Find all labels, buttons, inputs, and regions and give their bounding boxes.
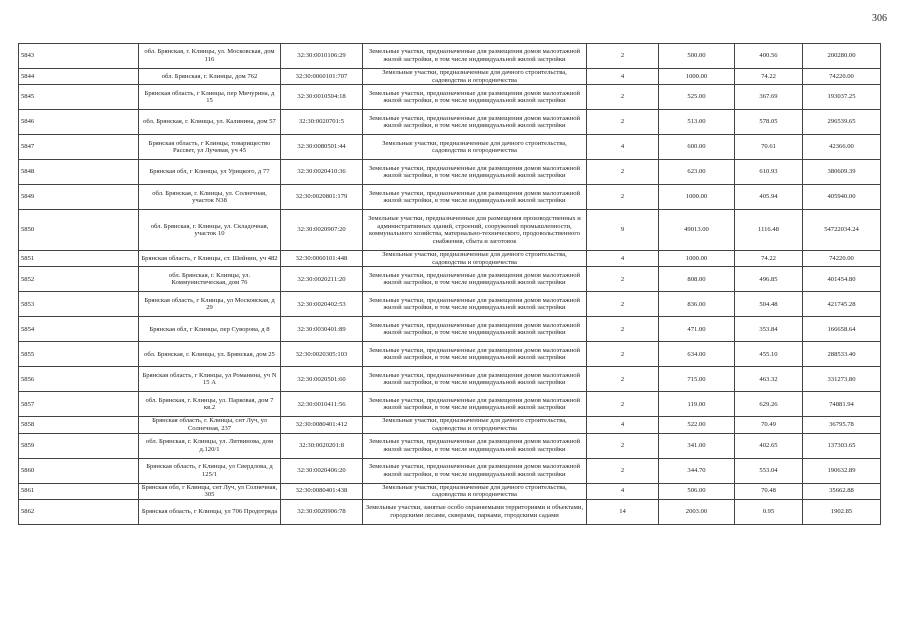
table-row — [19, 110, 881, 135]
table-row — [19, 251, 881, 267]
row-category: 2 — [587, 317, 659, 342]
row-land-use: Земельные участки, предназначенные для размещения домов малоэтажной жилой застройки, в том числе индивидуальной жилой застройки — [363, 267, 587, 292]
row-cadastral-value: 405940.00 — [803, 185, 881, 210]
row-address: Брянская обл, г Клинцы, снт Луч, ул Солнечная, 305 — [139, 483, 281, 499]
page-number: 306 — [872, 13, 887, 24]
row-cadastral-number: 32:30:0020410:36 — [281, 160, 363, 185]
row-cadastral-number: 32:30:0020501:60 — [281, 367, 363, 392]
row-area: 513.00 — [659, 110, 735, 135]
row-cadastral-number: 32:30:0010504:18 — [281, 85, 363, 110]
row-number: 5853 — [19, 292, 139, 317]
row-number: 5861 — [19, 483, 139, 499]
row-category: 4 — [587, 483, 659, 499]
row-cadastral-number: 32:30:0020402:53 — [281, 292, 363, 317]
row-cadastral-number: 32:30:0080401:412 — [281, 417, 363, 433]
row-address: обл. Брянская, г. Клинцы, ул. Солнечная, участок N38 — [139, 185, 281, 210]
table-row — [19, 267, 881, 292]
row-address: обл. Брянская, г. Клинцы, ул. Литвинова, дом д.120/1 — [139, 433, 281, 458]
row-number: 5854 — [19, 317, 139, 342]
row-cadastral-number: 32:30:0020907:20 — [281, 210, 363, 251]
row-cadastral-number: 32:30:0020701:5 — [281, 110, 363, 135]
row-cadastral-value: 137303.65 — [803, 433, 881, 458]
row-category: 2 — [587, 342, 659, 367]
row-number: 5848 — [19, 160, 139, 185]
row-address: Брянская область, г Клинцы, ул Свердлова, д 125/1 — [139, 458, 281, 483]
row-unit-price: 0.95 — [735, 499, 803, 524]
row-area: 1000.00 — [659, 185, 735, 210]
row-land-use: Земельные участки, предназначенные для дачного строительства, садоводства и огородничества — [363, 135, 587, 160]
table-row — [19, 135, 881, 160]
row-land-use: Земельные участки, предназначенные для дачного строительства, садоводства и огородничества — [363, 483, 587, 499]
row-number: 5851 — [19, 251, 139, 267]
row-address: Брянская обл, г Клинцы, пер Суворова, д 8 — [139, 317, 281, 342]
row-address: Брянская область, г Клинцы, ул Романина, уч N 15 А — [139, 367, 281, 392]
row-cadastral-number: 32:30:0060101:448 — [281, 251, 363, 267]
table-row — [19, 69, 881, 85]
row-area: 525.00 — [659, 85, 735, 110]
row-land-use: Земельные участки, предназначенные для дачного строительства, садоводства и огородничества — [363, 417, 587, 433]
row-category: 2 — [587, 160, 659, 185]
row-cadastral-number: 32:30:0020211:20 — [281, 267, 363, 292]
row-cadastral-number: 32:30:0010106:29 — [281, 44, 363, 69]
row-unit-price: 463.32 — [735, 367, 803, 392]
row-cadastral-value: 36795.78 — [803, 417, 881, 433]
row-area: 500.00 — [659, 44, 735, 69]
row-area: 49013.00 — [659, 210, 735, 251]
row-area: 1000.00 — [659, 251, 735, 267]
row-category: 2 — [587, 367, 659, 392]
row-category: 4 — [587, 135, 659, 160]
table-row — [19, 499, 881, 524]
row-unit-price: 553.04 — [735, 458, 803, 483]
row-number: 5858 — [19, 417, 139, 433]
row-address: обл. Брянская, г. Клинцы, ул. Складочная, участок 10 — [139, 210, 281, 251]
row-address: обл. Брянская, г. Клинцы, ул. Брянская, дом 25 — [139, 342, 281, 367]
table-row — [19, 44, 881, 69]
row-cadastral-number: 32:30:0020801:179 — [281, 185, 363, 210]
row-land-use: Земельные участки, занятые особо охраняемыми территориями и объектами, городскими лесами, скверами, парками, городскими садами — [363, 499, 587, 524]
row-address: Брянская область, г Клинцы, ул 706 Продотряда — [139, 499, 281, 524]
row-land-use: Земельные участки, предназначенные для размещения домов малоэтажной жилой застройки, в том числе индивидуальной жилой застройки — [363, 342, 587, 367]
row-category: 2 — [587, 392, 659, 417]
row-area: 1000.00 — [659, 69, 735, 85]
table-row — [19, 317, 881, 342]
row-cadastral-value: 54722034.24 — [803, 210, 881, 251]
table-row — [19, 433, 881, 458]
row-cadastral-value: 42366.00 — [803, 135, 881, 160]
row-category: 9 — [587, 210, 659, 251]
row-unit-price: 455.10 — [735, 342, 803, 367]
row-category: 4 — [587, 417, 659, 433]
row-land-use: Земельные участки, предназначенные для дачного строительства, садоводства и огородничества — [363, 69, 587, 85]
row-cadastral-value: 331273.80 — [803, 367, 881, 392]
row-unit-price: 70.49 — [735, 417, 803, 433]
row-category: 14 — [587, 499, 659, 524]
row-address: обл. Брянская, г. Клинцы, ул. Московская, дом 116 — [139, 44, 281, 69]
row-number: 5844 — [19, 69, 139, 85]
row-land-use: Земельные участки, предназначенные для размещения домов малоэтажной жилой застройки, в том числе индивидуальной жилой застройки — [363, 110, 587, 135]
row-area: 634.00 — [659, 342, 735, 367]
row-number: 5856 — [19, 367, 139, 392]
row-unit-price: 629.26 — [735, 392, 803, 417]
row-unit-price: 400.56 — [735, 44, 803, 69]
row-category: 2 — [587, 292, 659, 317]
row-land-use: Земельные участки, предназначенные для размещения домов малоэтажной жилой застройки, в том числе индивидуальной жилой застройки — [363, 85, 587, 110]
row-number: 5852 — [19, 267, 139, 292]
row-cadastral-number: 32:30:0020305:103 — [281, 342, 363, 367]
row-unit-price: 367.69 — [735, 85, 803, 110]
row-address: Брянская обл, г Клинцы, ул Урицкого, д 77 — [139, 160, 281, 185]
row-cadastral-value: 421745.28 — [803, 292, 881, 317]
row-cadastral-number: 32:30:0080501:44 — [281, 135, 363, 160]
row-number: 5857 — [19, 392, 139, 417]
row-unit-price: 1116.48 — [735, 210, 803, 251]
row-address: Брянская область, г Клинцы, ст. Шейнин, уч 482 — [139, 251, 281, 267]
row-land-use: Земельные участки, предназначенные для размещения домов малоэтажной жилой застройки, в том числе индивидуальной жилой застройки — [363, 317, 587, 342]
table-row — [19, 367, 881, 392]
table-row — [19, 160, 881, 185]
row-cadastral-value: 200280.00 — [803, 44, 881, 69]
row-number: 5862 — [19, 499, 139, 524]
row-address: Брянская область, г. Клинцы, снт Луч, ул Солнечная, 237 — [139, 417, 281, 433]
row-area: 344.70 — [659, 458, 735, 483]
row-area: 341.00 — [659, 433, 735, 458]
row-land-use: Земельные участки, предназначенные для размещения домов малоэтажной жилой застройки, в том числе индивидуальной жилой застройки — [363, 160, 587, 185]
row-land-use: Земельные участки, предназначенные для размещения домов малоэтажной жилой застройки, в том числе индивидуальной жилой застройки — [363, 367, 587, 392]
row-cadastral-value: 74881.94 — [803, 392, 881, 417]
row-number: 5846 — [19, 110, 139, 135]
row-unit-price: 74.22 — [735, 69, 803, 85]
row-cadastral-number: 32:30:0020906:78 — [281, 499, 363, 524]
row-land-use: Земельные участки, предназначенные для размещения домов малоэтажной жилой застройки, в том числе индивидуальной жилой застройки — [363, 458, 587, 483]
row-cadastral-value: 288533.40 — [803, 342, 881, 367]
row-land-use: Земельные участки, предназначенные для размещения домов малоэтажной жилой застройки, в том числе индивидуальной жилой застройки — [363, 185, 587, 210]
row-cadastral-number: 32:30:0060101:707 — [281, 69, 363, 85]
row-cadastral-value: 296539.65 — [803, 110, 881, 135]
row-address: Брянская область, г Клинцы, ул Московская, д 29 — [139, 292, 281, 317]
row-category: 2 — [587, 85, 659, 110]
row-cadastral-value: 35662.88 — [803, 483, 881, 499]
table-row — [19, 458, 881, 483]
row-unit-price: 70.61 — [735, 135, 803, 160]
table-row — [19, 342, 881, 367]
row-land-use: Земельные участки, предназначенные для размещения домов малоэтажной жилой застройки, в том числе индивидуальной жилой застройки — [363, 392, 587, 417]
row-cadastral-value: 193037.25 — [803, 85, 881, 110]
row-category: 2 — [587, 110, 659, 135]
row-unit-price: 578.05 — [735, 110, 803, 135]
row-area: 808.00 — [659, 267, 735, 292]
row-land-use: Земельные участки, предназначенные для размещения домов малоэтажной жилой застройки, в том числе индивидуальной жилой застройки — [363, 292, 587, 317]
row-unit-price: 610.93 — [735, 160, 803, 185]
row-area: 623.00 — [659, 160, 735, 185]
row-area: 836.00 — [659, 292, 735, 317]
row-unit-price: 70.48 — [735, 483, 803, 499]
row-unit-price: 402.65 — [735, 433, 803, 458]
row-area: 522.00 — [659, 417, 735, 433]
row-cadastral-value: 190632.89 — [803, 458, 881, 483]
row-area: 715.00 — [659, 367, 735, 392]
table-row — [19, 85, 881, 110]
row-category: 4 — [587, 69, 659, 85]
table-row — [19, 483, 881, 499]
row-address: Брянская область, г Клинцы, товарищество Рассвет, ул Лучевая, уч 45 — [139, 135, 281, 160]
table-row — [19, 292, 881, 317]
row-unit-price: 405.94 — [735, 185, 803, 210]
row-unit-price: 74.22 — [735, 251, 803, 267]
row-cadastral-number: 32:30:0020201:8 — [281, 433, 363, 458]
row-unit-price: 353.84 — [735, 317, 803, 342]
cadastral-value-table — [18, 43, 881, 525]
row-cadastral-number: 32:30:0030401:89 — [281, 317, 363, 342]
table-row — [19, 210, 881, 251]
row-cadastral-value: 74220.00 — [803, 69, 881, 85]
row-cadastral-number: 32:30:0010411:56 — [281, 392, 363, 417]
table-row — [19, 417, 881, 433]
table-row — [19, 392, 881, 417]
row-cadastral-value: 74220.00 — [803, 251, 881, 267]
row-address: обл. Брянская, г. Клинцы, ул. Парковая, дом 7 кв.2 — [139, 392, 281, 417]
row-number: 5855 — [19, 342, 139, 367]
row-area: 471.00 — [659, 317, 735, 342]
row-cadastral-value: 1902.85 — [803, 499, 881, 524]
row-address: обл. Брянская, г. Клинцы, ул. Коммунистическая, дом 76 — [139, 267, 281, 292]
row-area: 2003.00 — [659, 499, 735, 524]
row-land-use: Земельные участки, предназначенные для размещения домов малоэтажной жилой застройки, в том числе индивидуальной жилой застройки — [363, 433, 587, 458]
row-area: 600.00 — [659, 135, 735, 160]
row-number: 5859 — [19, 433, 139, 458]
row-number: 5860 — [19, 458, 139, 483]
row-category: 2 — [587, 185, 659, 210]
row-cadastral-number: 32:30:0020406:20 — [281, 458, 363, 483]
row-cadastral-value: 401454.80 — [803, 267, 881, 292]
row-area: 119.00 — [659, 392, 735, 417]
row-category: 2 — [587, 458, 659, 483]
row-category: 2 — [587, 267, 659, 292]
row-cadastral-value: 380609.39 — [803, 160, 881, 185]
row-cadastral-number: 32:30:0080401:438 — [281, 483, 363, 499]
row-category: 4 — [587, 251, 659, 267]
row-area: 506.00 — [659, 483, 735, 499]
row-address: обл. Брянская, г. Клинцы, дом 762 — [139, 69, 281, 85]
row-number: 5847 — [19, 135, 139, 160]
row-number: 5849 — [19, 185, 139, 210]
row-land-use: Земельные участки, предназначенные для дачного строительства, садоводства и огородничества — [363, 251, 587, 267]
row-land-use: Земельные участки, предназначенные для размещения домов малоэтажной жилой застройки, в том числе индивидуальной жилой застройки — [363, 44, 587, 69]
row-category: 2 — [587, 433, 659, 458]
row-address: Брянская область, г Клинцы, пер Мичурина, д 15 — [139, 85, 281, 110]
row-category: 2 — [587, 44, 659, 69]
row-land-use: Земельные участки, предназначенные для размещения производственных и административных зданий, строений, сооружений промышленности, коммунального хозяйства, материально-технического, продовольственного снабжения, сбыта и заготовок — [363, 210, 587, 251]
row-cadastral-value: 166658.64 — [803, 317, 881, 342]
row-number: 5850 — [19, 210, 139, 251]
row-unit-price: 504.48 — [735, 292, 803, 317]
table-row — [19, 185, 881, 210]
row-number: 5845 — [19, 85, 139, 110]
row-address: обл. Брянская, г. Клинцы, ул. Калинина, дом 57 — [139, 110, 281, 135]
row-number: 5843 — [19, 44, 139, 69]
row-unit-price: 496.85 — [735, 267, 803, 292]
